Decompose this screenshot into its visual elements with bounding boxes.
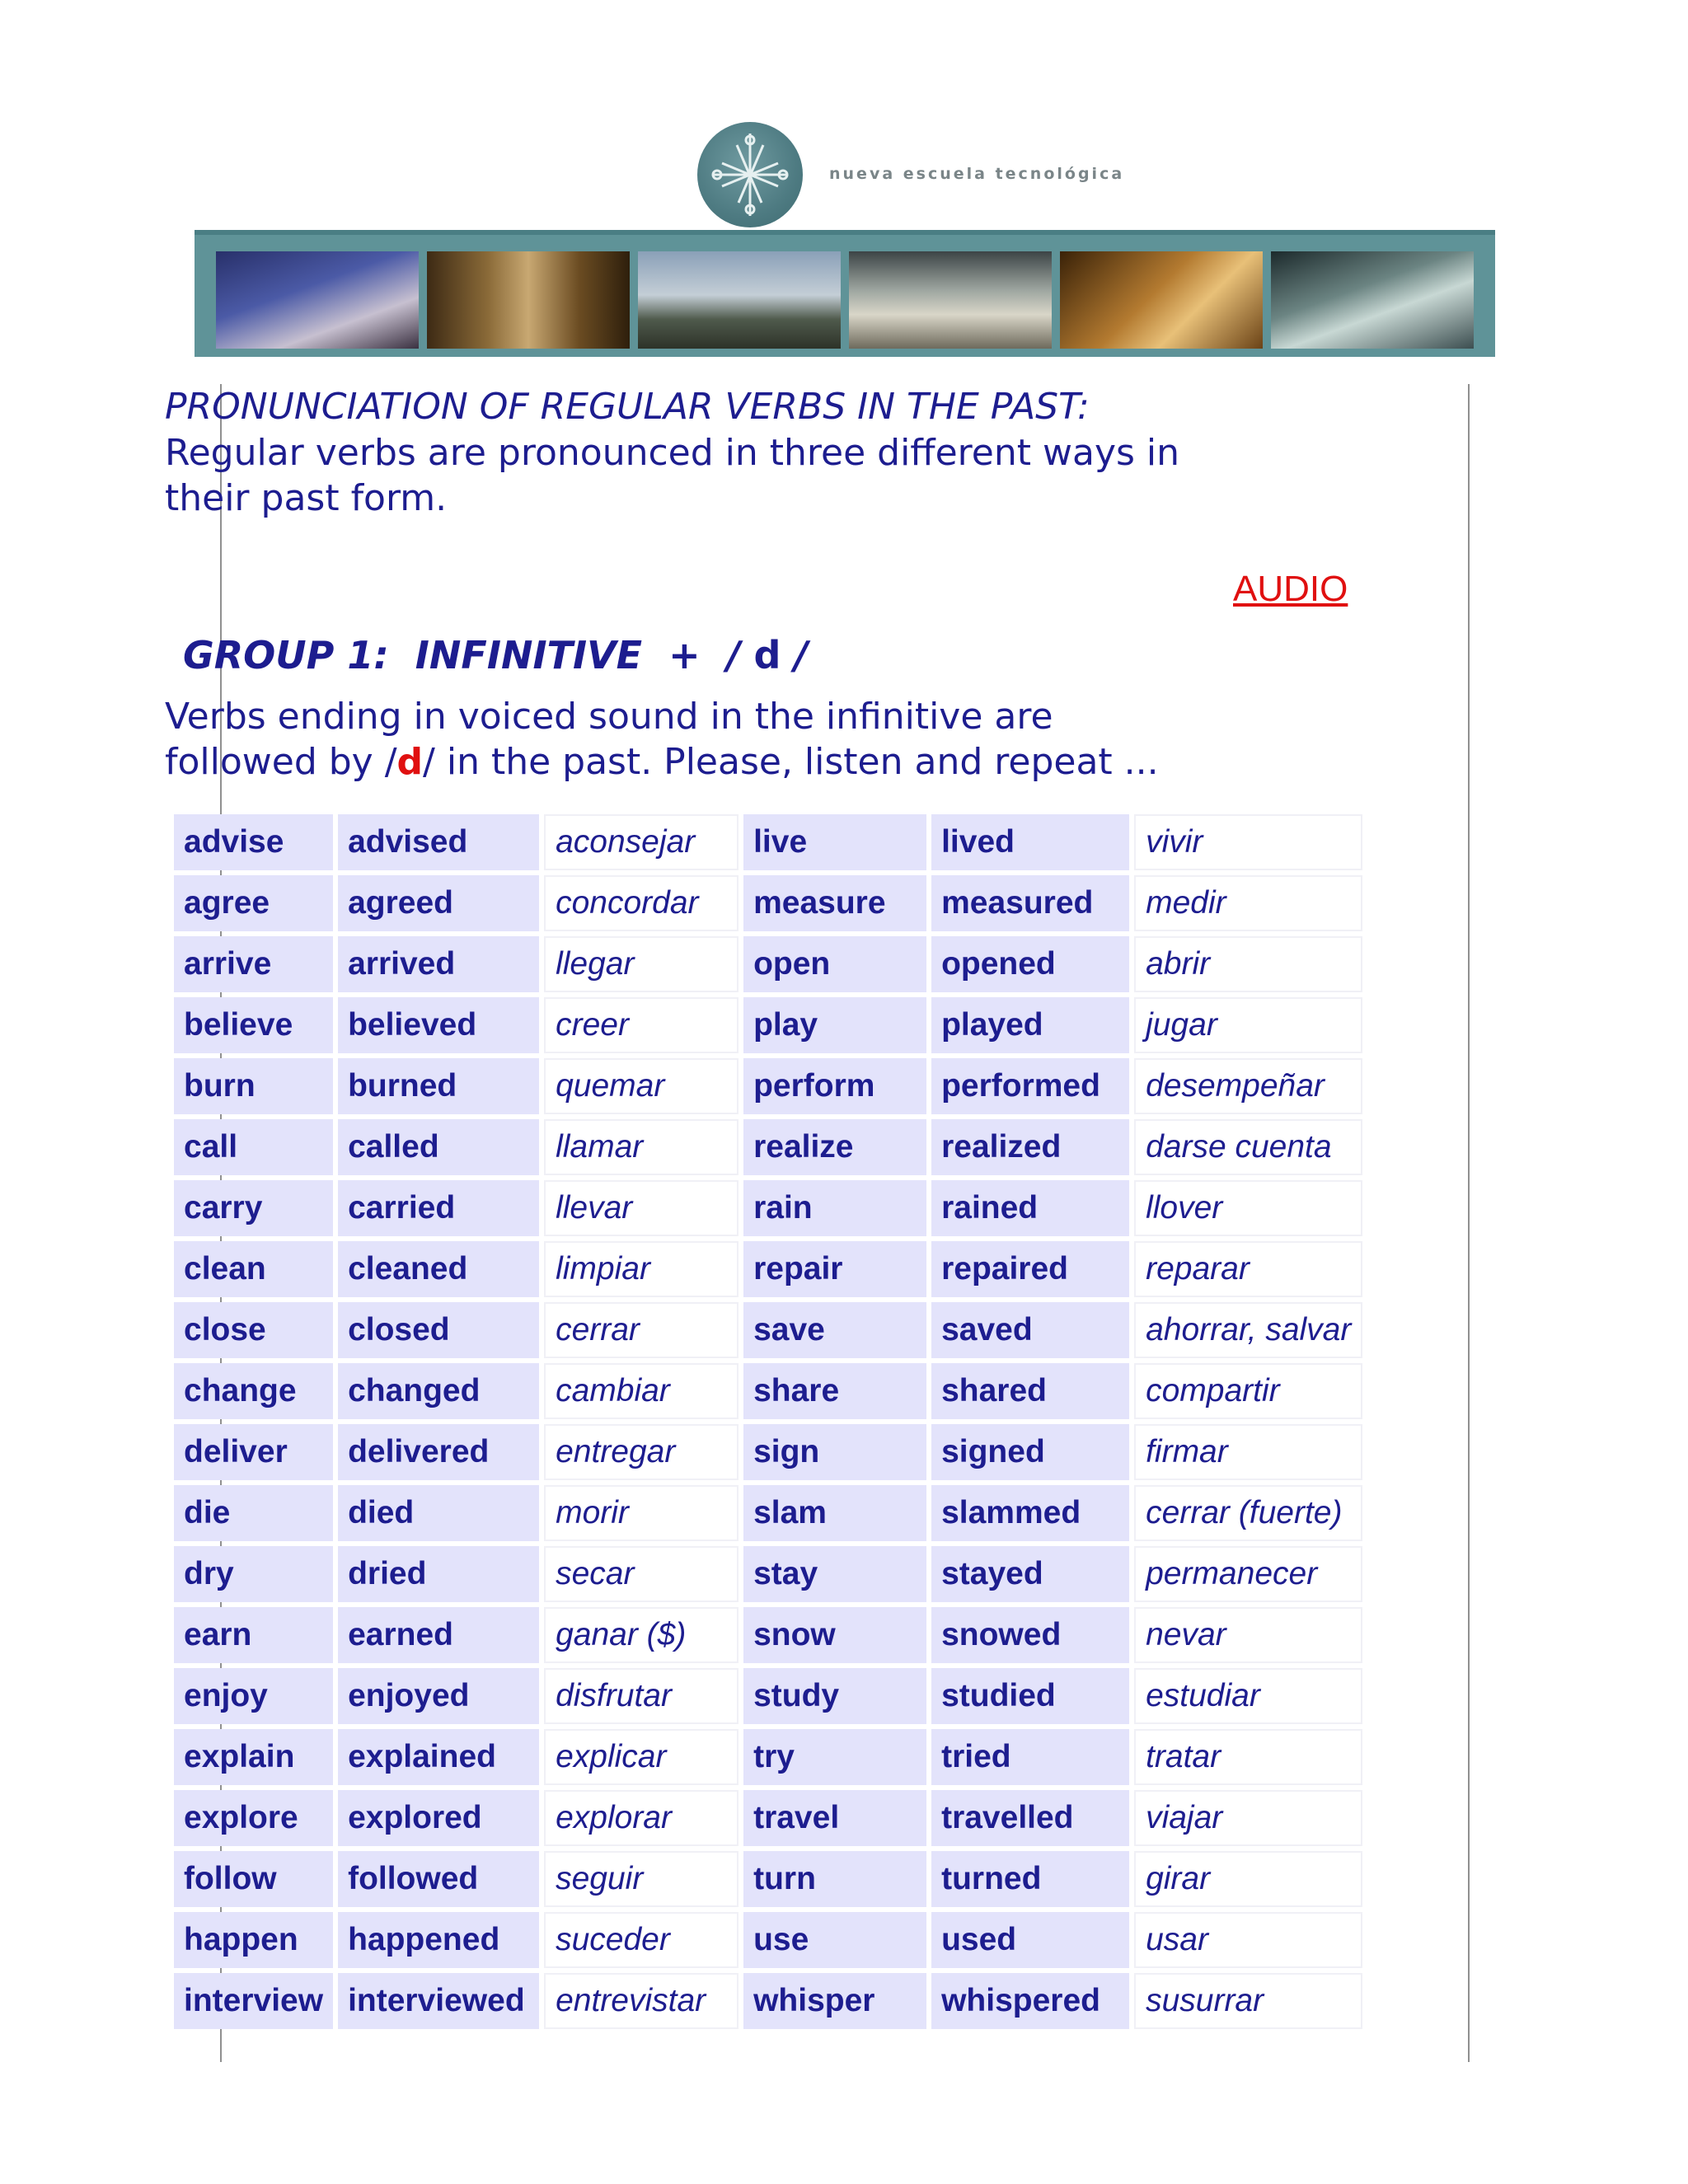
verb-spanish-cell: ahorrar, salvar <box>1134 1302 1362 1358</box>
verb-spanish-cell: nevar <box>1134 1607 1362 1663</box>
verb-infinitive-cell: realize <box>743 1119 926 1175</box>
verb-spanish-cell: llover <box>1134 1180 1362 1236</box>
verb-spanish-cell: creer <box>544 997 738 1053</box>
verb-spanish-cell: tratar <box>1134 1729 1362 1785</box>
verb-past-cell: advised <box>338 814 539 870</box>
verb-spanish-cell: entregar <box>544 1424 738 1480</box>
instruction-paragraph <box>165 694 1401 785</box>
verb-spanish-cell: concordar <box>544 875 738 931</box>
verb-infinitive-cell: enjoy <box>174 1668 333 1724</box>
table-row <box>174 1058 1362 1114</box>
verb-past-cell: played <box>931 997 1129 1053</box>
table-row <box>174 1607 1362 1663</box>
verb-spanish-cell: llamar <box>544 1119 738 1175</box>
verb-spanish-cell: ganar ($) <box>544 1607 738 1663</box>
verb-infinitive-cell: stay <box>743 1546 926 1602</box>
group-heading <box>183 633 808 677</box>
verb-infinitive-cell: study <box>743 1668 926 1724</box>
verb-past-cell: saved <box>931 1302 1129 1358</box>
verb-past-cell: rained <box>931 1180 1129 1236</box>
verb-spanish-cell: llegar <box>544 936 738 992</box>
verb-past-cell: lived <box>931 814 1129 870</box>
table-row <box>174 1912 1362 1968</box>
verb-infinitive-cell: carry <box>174 1180 333 1236</box>
group-heading-end: / <box>781 633 809 677</box>
verb-past-cell: closed <box>338 1302 539 1358</box>
verb-past-cell: stayed <box>931 1546 1129 1602</box>
verb-past-cell: cleaned <box>338 1241 539 1297</box>
verb-spanish-cell: entrevistar <box>544 1973 738 2029</box>
table-row <box>174 1363 1362 1419</box>
verb-infinitive-cell: measure <box>743 875 926 931</box>
verb-infinitive-cell: slam <box>743 1485 926 1541</box>
verb-past-cell: burned <box>338 1058 539 1114</box>
verb-spanish-cell: medir <box>1134 875 1362 931</box>
verb-past-cell: snowed <box>931 1607 1129 1663</box>
instruction-text-a: followed by / <box>165 741 397 783</box>
verb-infinitive-cell: whisper <box>743 1973 926 2029</box>
verb-infinitive-cell: explore <box>174 1790 333 1846</box>
table-row <box>174 1729 1362 1785</box>
verb-past-cell: used <box>931 1912 1129 1968</box>
verb-spanish-cell: reparar <box>1134 1241 1362 1297</box>
verb-infinitive-cell: burn <box>174 1058 333 1114</box>
verb-past-cell: turned <box>931 1851 1129 1907</box>
verb-infinitive-cell: dry <box>174 1546 333 1602</box>
verb-spanish-cell: jugar <box>1134 997 1362 1053</box>
table-row <box>174 814 1362 870</box>
verb-past-cell: repaired <box>931 1241 1129 1297</box>
page-rule-right <box>1468 384 1470 2062</box>
group-heading-label: GROUP 1: INFINITIVE + / <box>183 633 754 677</box>
verb-infinitive-cell: believe <box>174 997 333 1053</box>
verb-infinitive-cell: live <box>743 814 926 870</box>
verb-past-cell: explored <box>338 1790 539 1846</box>
verb-past-cell: changed <box>338 1363 539 1419</box>
verb-past-cell: believed <box>338 997 539 1053</box>
building-photo-4 <box>849 251 1052 349</box>
verb-infinitive-cell: rain <box>743 1180 926 1236</box>
table-row <box>174 936 1362 992</box>
verb-spanish-cell: quemar <box>544 1058 738 1114</box>
verb-infinitive-cell: interview <box>174 1973 333 2029</box>
verb-past-cell: enjoyed <box>338 1668 539 1724</box>
verb-infinitive-cell: play <box>743 997 926 1053</box>
verb-infinitive-cell: open <box>743 936 926 992</box>
table-row <box>174 1302 1362 1358</box>
verb-spanish-cell: abrir <box>1134 936 1362 992</box>
verb-past-cell: whispered <box>931 1973 1129 2029</box>
verb-infinitive-cell: deliver <box>174 1424 333 1480</box>
verb-infinitive-cell: agree <box>174 875 333 931</box>
verb-past-cell: performed <box>931 1058 1129 1114</box>
school-logo <box>697 122 803 227</box>
verb-past-cell: slammed <box>931 1485 1129 1541</box>
building-photo-6 <box>1271 251 1474 349</box>
instruction-text-b: / in the past. Please, listen and repeat ... <box>423 741 1159 783</box>
verb-infinitive-cell: change <box>174 1363 333 1419</box>
table-row <box>174 1790 1362 1846</box>
verb-infinitive-cell: save <box>743 1302 926 1358</box>
building-photo-2 <box>427 251 630 349</box>
verb-infinitive-cell: turn <box>743 1851 926 1907</box>
verb-spanish-cell: cerrar (fuerte) <box>1134 1485 1362 1541</box>
table-row <box>174 1485 1362 1541</box>
table-row <box>174 875 1362 931</box>
verb-infinitive-cell: arrive <box>174 936 333 992</box>
verb-infinitive-cell: follow <box>174 1851 333 1907</box>
table-row <box>174 1241 1362 1297</box>
verb-spanish-cell: susurrar <box>1134 1973 1362 2029</box>
group-heading-sound: d <box>753 633 781 677</box>
instruction-sound: d <box>396 741 424 783</box>
instruction-line-1: Verbs ending in voiced sound in the infinitive are <box>165 696 1053 738</box>
verb-spanish-cell: usar <box>1134 1912 1362 1968</box>
building-photo-5 <box>1060 251 1263 349</box>
verb-infinitive-cell: sign <box>743 1424 926 1480</box>
verb-past-cell: carried <box>338 1180 539 1236</box>
verb-infinitive-cell: explain <box>174 1729 333 1785</box>
verb-spanish-cell: vivir <box>1134 814 1362 870</box>
verb-spanish-cell: girar <box>1134 1851 1362 1907</box>
verb-spanish-cell: explorar <box>544 1790 738 1846</box>
verb-table <box>169 809 1367 2034</box>
logo-cross-icon <box>697 122 803 227</box>
verb-spanish-cell: darse cuenta <box>1134 1119 1362 1175</box>
verb-spanish-cell: permanecer <box>1134 1546 1362 1602</box>
verb-spanish-cell: seguir <box>544 1851 738 1907</box>
verb-past-cell: agreed <box>338 875 539 931</box>
verb-infinitive-cell: snow <box>743 1607 926 1663</box>
building-photo-1 <box>216 251 419 349</box>
verb-spanish-cell: suceder <box>544 1912 738 1968</box>
verb-spanish-cell: aconsejar <box>544 814 738 870</box>
verb-past-cell: explained <box>338 1729 539 1785</box>
verb-spanish-cell: limpiar <box>544 1241 738 1297</box>
table-row <box>174 1180 1362 1236</box>
verb-infinitive-cell: repair <box>743 1241 926 1297</box>
verb-spanish-cell: explicar <box>544 1729 738 1785</box>
verb-spanish-cell: cerrar <box>544 1302 738 1358</box>
verb-past-cell: opened <box>931 936 1129 992</box>
verb-infinitive-cell: earn <box>174 1607 333 1663</box>
verb-past-cell: died <box>338 1485 539 1541</box>
intro-text <box>165 430 1319 521</box>
verb-spanish-cell: llevar <box>544 1180 738 1236</box>
table-row <box>174 1851 1362 1907</box>
verb-past-cell: studied <box>931 1668 1129 1724</box>
verb-past-cell: delivered <box>338 1424 539 1480</box>
verb-past-cell: tried <box>931 1729 1129 1785</box>
verb-infinitive-cell: call <box>174 1119 333 1175</box>
verb-spanish-cell: compartir <box>1134 1363 1362 1419</box>
intro-line-1: Regular verbs are pronounced in three different ways in <box>165 432 1180 474</box>
verb-past-cell: happened <box>338 1912 539 1968</box>
table-row <box>174 1119 1362 1175</box>
verb-infinitive-cell: perform <box>743 1058 926 1114</box>
verb-past-cell: interviewed <box>338 1973 539 2029</box>
verb-infinitive-cell: happen <box>174 1912 333 1968</box>
verb-infinitive-cell: travel <box>743 1790 926 1846</box>
verb-past-cell: called <box>338 1119 539 1175</box>
table-row <box>174 1546 1362 1602</box>
verb-spanish-cell: firmar <box>1134 1424 1362 1480</box>
verb-spanish-cell: secar <box>544 1546 738 1602</box>
table-row <box>174 1424 1362 1480</box>
table-row <box>174 997 1362 1053</box>
verb-past-cell: realized <box>931 1119 1129 1175</box>
verb-infinitive-cell: die <box>174 1485 333 1541</box>
verb-infinitive-cell: try <box>743 1729 926 1785</box>
verb-spanish-cell: cambiar <box>544 1363 738 1419</box>
verb-table-body <box>174 814 1362 2029</box>
verb-infinitive-cell: use <box>743 1912 926 1968</box>
table-row <box>174 1973 1362 2029</box>
verb-spanish-cell: desempeñar <box>1134 1058 1362 1114</box>
verb-spanish-cell: viajar <box>1134 1790 1362 1846</box>
verb-past-cell: followed <box>338 1851 539 1907</box>
verb-infinitive-cell: close <box>174 1302 333 1358</box>
verb-spanish-cell: disfrutar <box>544 1668 738 1724</box>
instruction-line-2 <box>165 739 1401 785</box>
verb-infinitive-cell: advise <box>174 814 333 870</box>
header-banner <box>195 230 1495 357</box>
verb-past-cell: shared <box>931 1363 1129 1419</box>
building-photo-3 <box>638 251 841 349</box>
logo-text: nueva escuela tecnológica <box>829 165 1125 183</box>
table-row <box>174 1668 1362 1724</box>
verb-spanish-cell: estudiar <box>1134 1668 1362 1724</box>
verb-past-cell: measured <box>931 875 1129 931</box>
verb-past-cell: signed <box>931 1424 1129 1480</box>
page-title: PRONUNCIATION OF REGULAR VERBS IN THE PAST: <box>165 386 1090 428</box>
verb-past-cell: travelled <box>931 1790 1129 1846</box>
intro-line-2: their past form. <box>165 477 448 519</box>
verb-past-cell: arrived <box>338 936 539 992</box>
verb-infinitive-cell: clean <box>174 1241 333 1297</box>
verb-infinitive-cell: share <box>743 1363 926 1419</box>
verb-spanish-cell: morir <box>544 1485 738 1541</box>
verb-past-cell: earned <box>338 1607 539 1663</box>
audio-link[interactable]: AUDIO <box>1233 569 1348 609</box>
verb-past-cell: dried <box>338 1546 539 1602</box>
